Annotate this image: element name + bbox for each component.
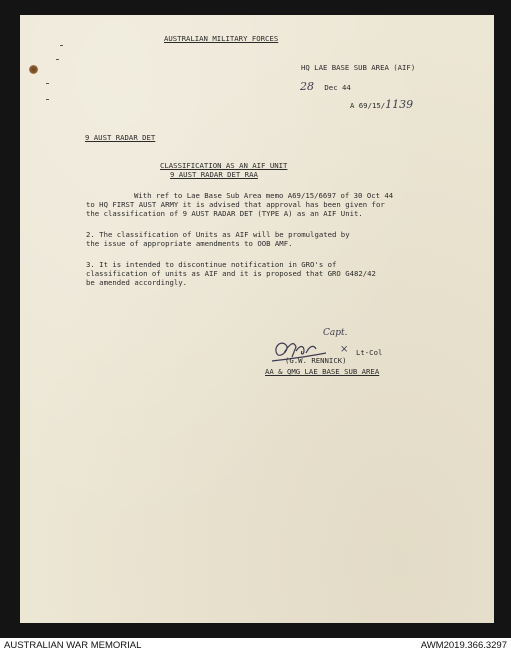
org-heading: AUSTRALIAN MILITARY FORCES: [164, 34, 279, 43]
footer-accession-number: AWM2019.366.3297: [420, 640, 507, 651]
reference-handwritten: 1139: [385, 98, 414, 111]
signatory-name: (G.W. RENNICK): [285, 356, 347, 365]
document-page: [20, 15, 494, 623]
signature-rank-handwritten: Capt.: [323, 328, 348, 338]
date-handwritten: 28: [300, 80, 314, 93]
para2-line-2: the issue of appropriate amendments to OOB AMF.: [86, 239, 293, 248]
para1-line-2: to HQ FIRST AUST ARMY it is advised that approval has been given for: [86, 200, 385, 209]
reference-line: [350, 100, 413, 110]
signatory-title: AA & QMG LAE BASE SUB AREA: [265, 367, 380, 376]
punch-mark: [46, 99, 49, 100]
date-typed: Dec 44: [324, 83, 351, 92]
subject-line-1: CLASSIFICATION AS AN AIF UNIT: [160, 161, 288, 170]
addressee: 9 AUST RADAR DET: [85, 133, 156, 142]
punch-mark: [46, 83, 49, 84]
hq-line: HQ LAE BASE SUB AREA (AIF): [301, 63, 416, 72]
para3-line-2: classification of units as AIF and it is proposed that GRO G482/42: [86, 269, 376, 278]
para3-line-1: 3. It is intended to discontinue notification in GRO's of: [86, 260, 337, 269]
signature-cross: ×: [340, 344, 349, 355]
signature-rank-typed: Lt-Col: [356, 348, 383, 357]
footer-institution: AUSTRALIAN WAR MEMORIAL: [4, 640, 142, 651]
punch-mark: [56, 59, 59, 60]
date-line: [300, 82, 351, 92]
subject-line-2: 9 AUST RADAR DET RAA: [170, 170, 258, 179]
stain-mark: [29, 65, 38, 74]
para2-line-1: 2. The classification of Units as AIF will be promulgated by: [86, 230, 350, 239]
para3-line-3: be amended accordingly.: [86, 278, 188, 287]
para1-line-1: With ref to Lae Base Sub Area memo A69/15/6697 of 30 Oct 44: [134, 191, 394, 200]
para1-line-3: the classification of 9 AUST RADAR DET (TYPE A) as an AIF Unit.: [86, 209, 363, 218]
reference-typed: A 69/15/: [350, 101, 386, 110]
punch-mark: [60, 45, 63, 46]
